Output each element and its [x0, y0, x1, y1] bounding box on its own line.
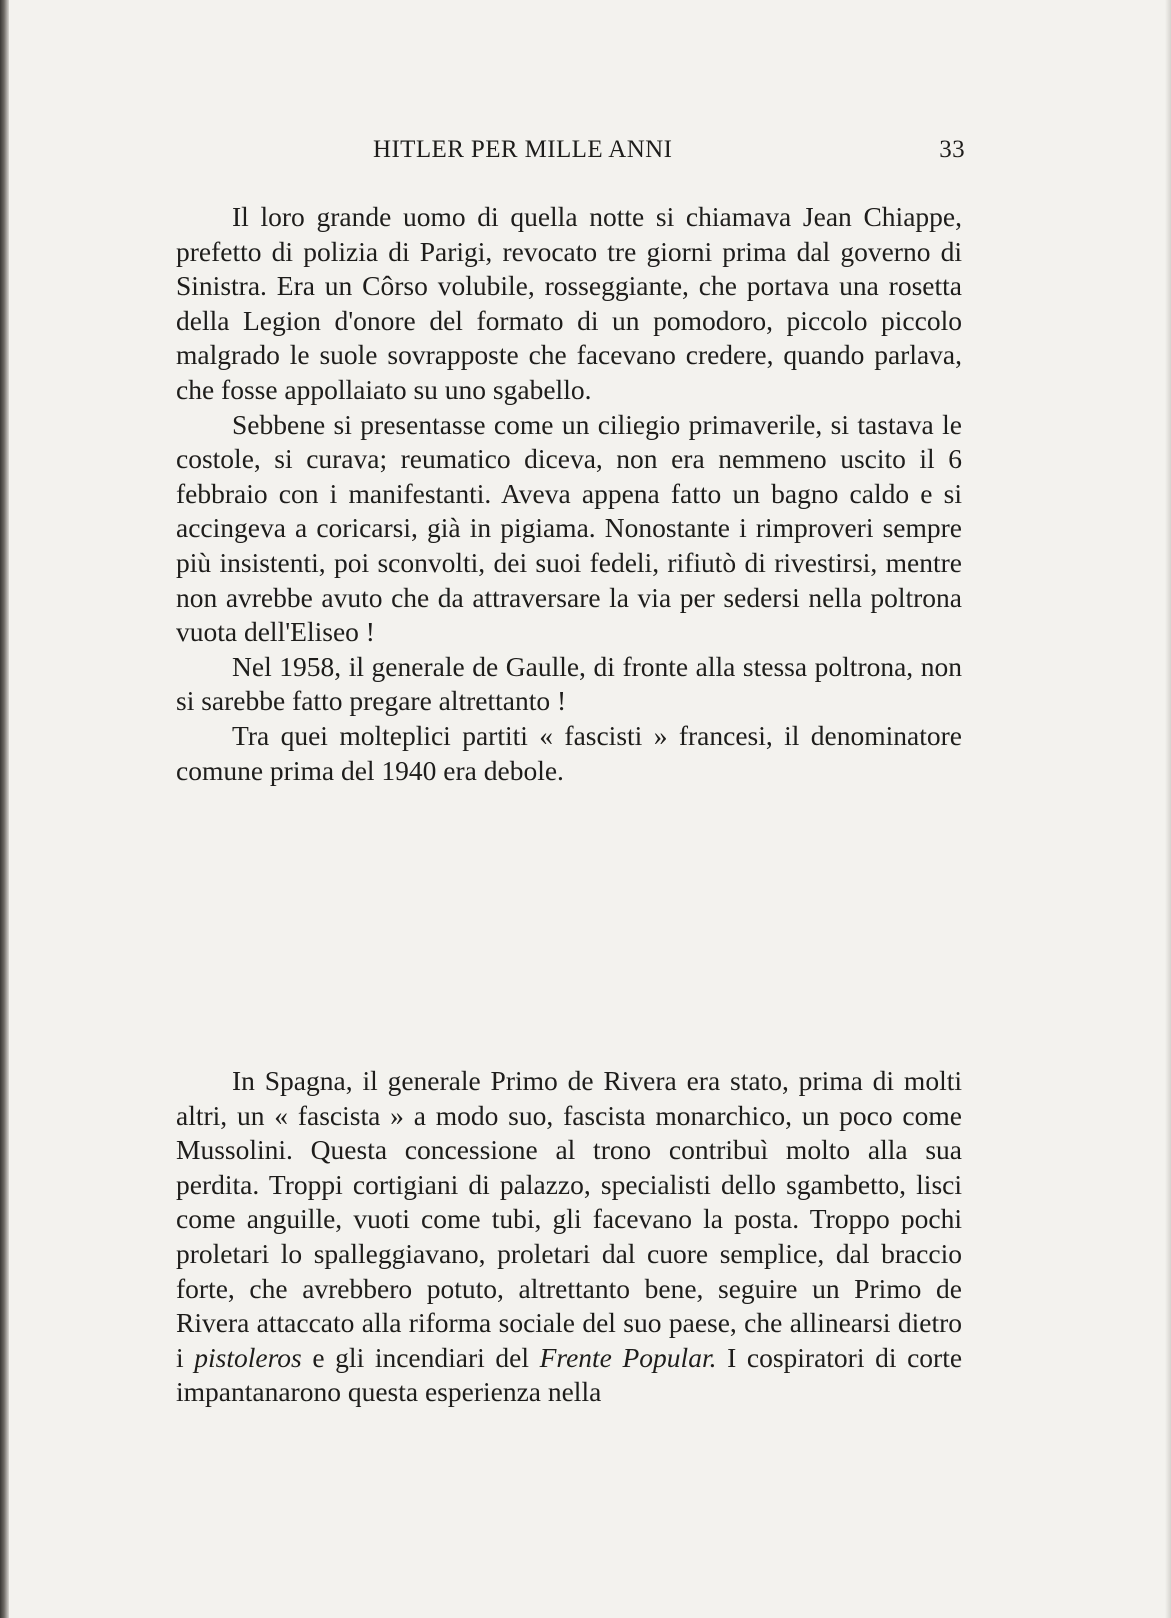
page-binding-edge	[0, 0, 9, 1618]
paragraph-de-gaulle: Nel 1958, il generale de Gaulle, di fronte alla stessa poltrona, non si sarebbe fatto pregare altrettanto !	[176, 650, 962, 717]
paragraph-primo-de-rivera	[176, 1064, 962, 1410]
paragraph-chiappe: Il loro grande uomo di quella notte si chiamava Jean Chiappe, prefetto di polizia di Parigi, revocato tre giorni prima dal governo di Sinistra. Era un Côrso volubile, rosseggiante, che portava una rosetta della Legion d'onore del formato di un pomodoro, piccolo piccolo malgrado le suole sovrapposte che facevano credere, quando parlava, che fosse appollaiato su uno sgabello.	[176, 201, 962, 405]
page-number: 33	[939, 136, 965, 163]
paragraph-partiti-fascisti: Tra quei molteplici partiti « fascisti » francesi, il denominatore comune prima del 1940 era debole.	[176, 719, 962, 786]
running-header	[373, 131, 965, 171]
italic-term-frente-popular: Frente Popular.	[539, 1341, 717, 1373]
running-title: HITLER PER MILLE ANNI	[373, 136, 673, 163]
text-section-france	[176, 200, 962, 788]
paragraph-ciliegio: Sebbene si presentasse come un ciliegio primaverile, si tastava le costole, si curava; reumatico diceva, non era nemmeno uscito il 6 febbraio con i manifestanti. Aveva appena fatto un bagno caldo e si accingeva a coricarsi, già in pigiama. Nonostante i rimproveri sempre più insistenti, poi sconvolti, dei suoi fedeli, rifiutò di rivestirsi, mentre non avrebbe avuto che da attraversare la via per sedersi nella poltrona vuota dell'Eliseo !	[176, 408, 962, 648]
text-run: I cospiratori di corte impantanarono questa esperienza nella	[176, 1341, 963, 1408]
page-right-edge	[1165, 0, 1171, 1618]
text-run: e gli incendiari del	[312, 1341, 529, 1373]
text-section-spagna	[176, 1064, 962, 1410]
text-run: In Spagna, il generale Primo de Rivera era stato, prima di molti altri, un « fascista » a modo suo, fascista monarchico, un poco come Mussolini. Questa concessione al trono contribuì molto alla sua perdita. Troppi cortigiani di palazzo, specialisti dello sgambetto, lisci come anguille, vuoti come tubi, gli facevano la posta. Troppo pochi proletari lo spalleggiavano, proletari dal cuore semplice, dal braccio forte, che avrebbero potuto, altrettanto bene, seguire un Primo de Rivera attaccato alla riforma sociale del suo paese, che allinearsi dietro i	[176, 1065, 962, 1373]
italic-term-pistoleros: pistoleros	[194, 1341, 302, 1373]
